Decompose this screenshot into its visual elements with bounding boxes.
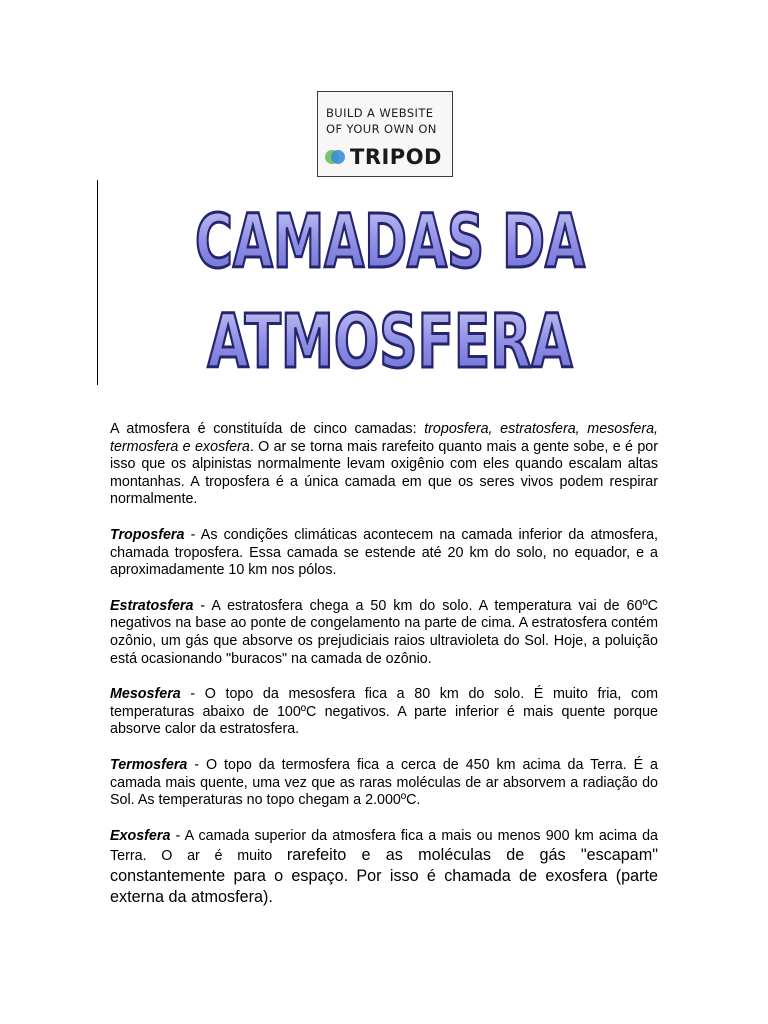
intro-layers: troposfera, estratosfera, mesosfera, termosfera e exosfera [110,421,658,455]
intro-paragraph [110,421,658,509]
text-exosfera-large: rarefeito e as moléculas de gás "escapam" constantemente para o espaço. Por isso é chamada de exosfera (parte externa da atmosfera). [110,846,658,907]
tripod-logo-icon [324,147,348,167]
tripod-banner[interactable] [317,91,453,177]
section-troposfera [110,527,658,580]
intro-text-1: A atmosfera é constituída de cinco camadas: [110,421,425,437]
margin-rule [97,180,98,385]
text-mesosfera: - O topo da mesosfera fica a 80 km do solo. É muito fria, com temperaturas abaixo de 100ºC negativos. A parte inferior é mais quente porque absorve calor da estratosfera. [110,686,658,738]
term-mesosfera: Mesosfera [110,686,181,703]
term-troposfera: Troposfera [110,526,185,543]
section-estratosfera [110,598,658,668]
term-termosfera: Termosfera [110,756,188,773]
title-line-1: CAMADAS DA [195,199,585,285]
term-exosfera: Exosfera [110,827,171,844]
banner-line-2: OF YOUR OWN ON [326,122,437,136]
title-artwork [190,185,590,385]
section-exosfera [110,828,658,909]
title-line-2: ATMOSFERA [207,299,573,385]
section-mesosfera [110,686,658,739]
text-exosfera: - A camada superior da atmosfera fica a mais ou menos 900 km acima da Terra. O ar é muito [110,827,658,865]
section-termosfera [110,757,658,810]
tripod-brand [324,143,442,171]
intro-text-2: . O ar se torna mais rarefeito quanto mais a gente sobe, e é por isso que os alpinistas normalmente levam oxigênio com eles quando escalam altas montanhas. A troposfera é a única camada em que os seres vivos podem respirar normalmente. [110,438,658,508]
text-estratosfera: - A estratosfera chega a 50 km do solo. A temperatura vai de 60ºC negativos na base ao ponte de congelamento na parte de cima. A estratosfera contém ozônio, um gás que absorve os prejudiciais raios ultravioleta do Sol. Hoje, a poluição está ocasionando "buracos" na camada de ozônio. [110,597,658,667]
term-estratosfera: Estratosfera [110,597,194,614]
banner-line-1: BUILD A WEBSITE [326,106,434,120]
article-body [110,421,658,926]
text-termosfera: - O topo da termosfera fica a cerca de 450 km acima da Terra. É a camada mais quente, uma vez que as raras moléculas de ar absorvem a radiação do Sol. As temperaturas no topo chegam a 2.000ºC. [110,756,658,809]
text-troposfera: - As condições climáticas acontecem na camada inferior da atmosfera, chamada troposfera. Essa camada se estende até 20 km do solo, no equador, e a aproximadamente 10 km nos pólos. [110,526,658,579]
tripod-wordmark: TRIPOD [350,145,442,169]
